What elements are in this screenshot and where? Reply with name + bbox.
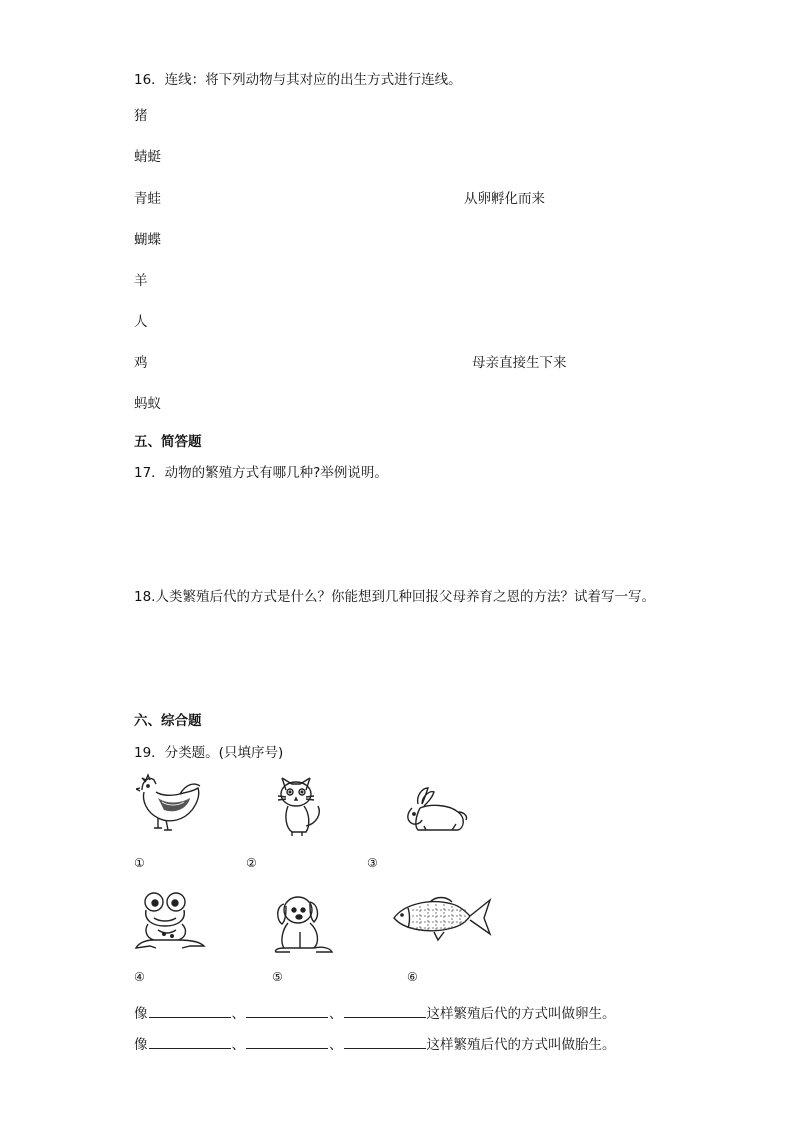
q16-animal-frog: 青蛙 xyxy=(134,191,161,207)
oviparous-blank-1[interactable] xyxy=(149,1004,231,1018)
line1-suffix: 这样繁殖后代的方式叫做卵生。 xyxy=(426,1006,616,1022)
cat-image xyxy=(272,770,330,838)
label-5: ⑤ xyxy=(272,970,283,984)
q16-stem: 16．连线：将下列动物与其对应的出生方式进行连线。 xyxy=(134,72,462,88)
separator: 、 xyxy=(329,1006,343,1022)
viviparous-blank-2[interactable] xyxy=(246,1035,328,1049)
q18-stem: 18.人类繁殖后代的方式是什么？你能想到几种回报父母养育之恩的方法？试着写一写。 xyxy=(134,589,655,605)
q16-animal-human: 人 xyxy=(134,314,148,330)
line2-prefix: 像 xyxy=(134,1037,148,1053)
label-1: ① xyxy=(134,856,145,870)
label-3: ③ xyxy=(367,856,378,870)
q16-animal-sheep: 羊 xyxy=(134,273,148,289)
fish-image xyxy=(390,894,492,942)
puppy-image xyxy=(270,892,334,954)
q16-animal-ant: 蚂蚁 xyxy=(134,396,161,412)
q16-method-oviparous: 从卵孵化而来 xyxy=(464,191,545,207)
label-6: ⑥ xyxy=(407,970,418,984)
q16-animal-chicken: 鸡 xyxy=(134,355,148,371)
q16-animal-pig: 猪 xyxy=(134,108,148,124)
section5-title: 五、简答题 xyxy=(134,434,202,450)
section6-title: 六、综合题 xyxy=(134,713,202,729)
frog-image xyxy=(134,890,206,952)
label-2: ② xyxy=(246,856,257,870)
q16-animal-dragonfly: 蜻蜓 xyxy=(134,149,161,165)
hen-image xyxy=(136,770,204,836)
viviparous-blank-3[interactable] xyxy=(344,1035,426,1049)
separator: 、 xyxy=(329,1037,343,1053)
q17-stem: 17．动物的繁殖方式有哪几种?举例说明。 xyxy=(134,465,388,481)
rabbit-image xyxy=(400,786,474,834)
q16-animal-butterfly: 蝴蝶 xyxy=(134,232,161,248)
separator: 、 xyxy=(231,1006,245,1022)
q19-line-viviparous xyxy=(134,1033,616,1053)
separator: 、 xyxy=(231,1037,245,1053)
viviparous-blank-1[interactable] xyxy=(149,1035,231,1049)
q19-stem: 19．分类题。(只填序号) xyxy=(134,745,284,761)
q16-method-viviparous: 母亲直接生下来 xyxy=(472,355,567,371)
line1-prefix: 像 xyxy=(134,1006,148,1022)
label-4: ④ xyxy=(134,970,145,984)
q19-line-oviparous xyxy=(134,1002,616,1022)
line2-suffix: 这样繁殖后代的方式叫做胎生。 xyxy=(426,1037,616,1053)
oviparous-blank-2[interactable] xyxy=(246,1004,328,1018)
oviparous-blank-3[interactable] xyxy=(344,1004,426,1018)
